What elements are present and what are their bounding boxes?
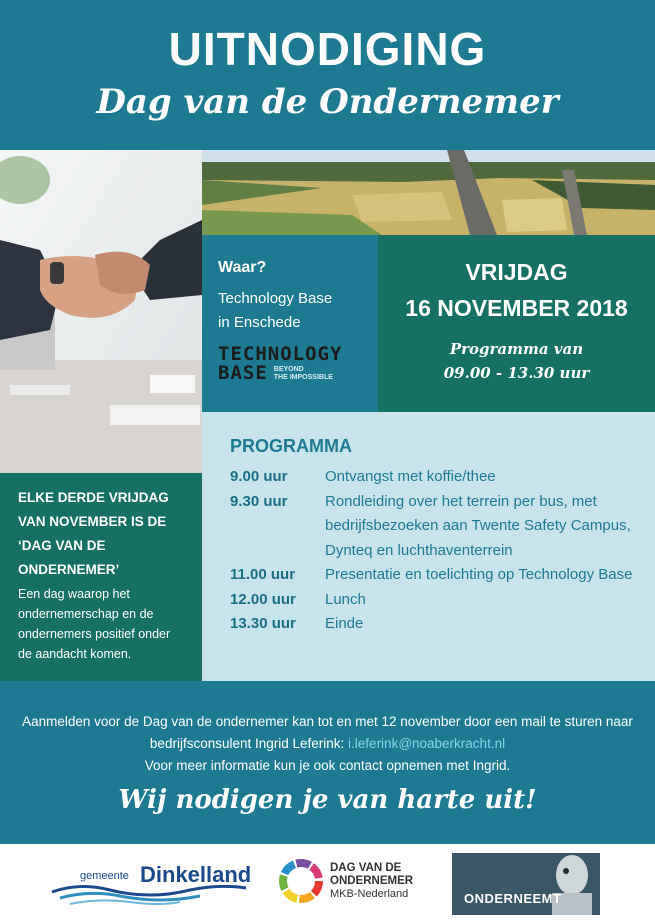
- program-title: PROGRAMMA: [230, 436, 352, 456]
- program-time: 12.00 uur: [230, 590, 296, 608]
- ondernemit-text: ONDERNEEMT: [464, 891, 562, 906]
- date-box: [378, 235, 655, 412]
- tb-logo-tagline: [274, 366, 333, 382]
- mkb-logo: [278, 858, 428, 908]
- intro-box: [0, 473, 202, 681]
- tb-logo-line-1: TECHNOLOGY: [218, 343, 343, 365]
- location-line-2: in Enschede: [218, 314, 301, 331]
- registration-section: [0, 681, 655, 844]
- program-desc: Ontvangst met koffie/thee: [325, 468, 496, 485]
- mkb-line-2: ONDERNEMER: [330, 875, 414, 887]
- program-list: [230, 465, 655, 637]
- location-line-1: Technology Base: [218, 290, 333, 307]
- program-desc: Einde: [325, 615, 364, 632]
- event-hours-line-1: Programma van: [449, 340, 584, 358]
- program-section: [202, 412, 655, 681]
- header-banner: [0, 0, 655, 150]
- aerial-photo: [202, 150, 655, 235]
- program-time: 9.30 uur: [230, 492, 288, 510]
- page-title: UITNODIGING: [168, 23, 487, 75]
- program-time: 9.00 uur: [230, 468, 288, 485]
- program-desc: Lunch: [325, 590, 366, 608]
- dinkelland-prefix: gemeente: [80, 870, 129, 882]
- color-wheel-icon: [278, 858, 324, 904]
- mkb-line-3: MKB-Nederland: [330, 888, 409, 900]
- contact-email-link[interactable]: i.leferink@noaberkracht.nl: [348, 736, 506, 751]
- program-time: 11.00 uur: [230, 566, 296, 583]
- program-desc: Presentatie en toelichting op Technology Base: [325, 566, 633, 583]
- event-day: VRIJDAG: [465, 259, 568, 285]
- dinkelland-name: Dinkelland: [140, 862, 252, 887]
- mkb-line-1: DAG VAN DE: [330, 862, 402, 874]
- program-desc: Rondleiding over het terrein per bus, met bedrijfsbezoeken aan Twente Safety Campus, Dynteq en luchthaventerrein: [325, 492, 631, 559]
- tb-logo-tag-1: BEYOND: [273, 365, 304, 373]
- program-item: [230, 612, 655, 637]
- location-box: [202, 235, 378, 412]
- program-item: [230, 490, 655, 564]
- tb-logo-tag-2: THE IMPOSSIBLE: [273, 373, 333, 381]
- event-date: 16 NOVEMBER 2018: [405, 295, 628, 321]
- mkb-text: [330, 862, 413, 901]
- intro-headline: ELKE DERDE VRIJDAG VAN NOVEMBER IS DE ‘DAG VAN DE ONDERNEMER’: [18, 490, 169, 577]
- technology-base-logo: [218, 345, 362, 383]
- more-info-text: Voor meer informatie kun je ook contact opnemen met Ingrid.: [144, 758, 511, 773]
- invite-slogan: Wij nodigen je van harte uit!: [118, 785, 537, 815]
- location-address: [218, 287, 362, 335]
- location-label: Waar?: [218, 259, 267, 276]
- registration-text: Aanmelden voor de Dag van de ondernemer kan tot en met 12 november door een mail te sturen naar bedrijfsconsulent Ingrid Leferink:: [22, 714, 633, 751]
- program-item: [230, 465, 655, 490]
- handshake-photo: [0, 150, 202, 473]
- dinkelland-logo: [50, 856, 250, 908]
- intro-body: Een dag waarop het ondernemerschap en de ondernemers positief onder de aandacht komen.: [18, 587, 171, 661]
- registration-info: [10, 711, 645, 777]
- sponsor-logos: [0, 844, 655, 922]
- ondernemit-logo: [452, 853, 600, 915]
- event-hours: [378, 337, 655, 385]
- program-time: 13.30 uur: [230, 615, 296, 632]
- program-item: [230, 588, 655, 613]
- program-item: [230, 563, 655, 588]
- tb-logo-line-2: BASE: [218, 362, 268, 384]
- event-hours-line-2: 09.00 - 13.30 uur: [443, 364, 590, 382]
- page-subtitle: Dag van de Ondernemer: [96, 82, 559, 122]
